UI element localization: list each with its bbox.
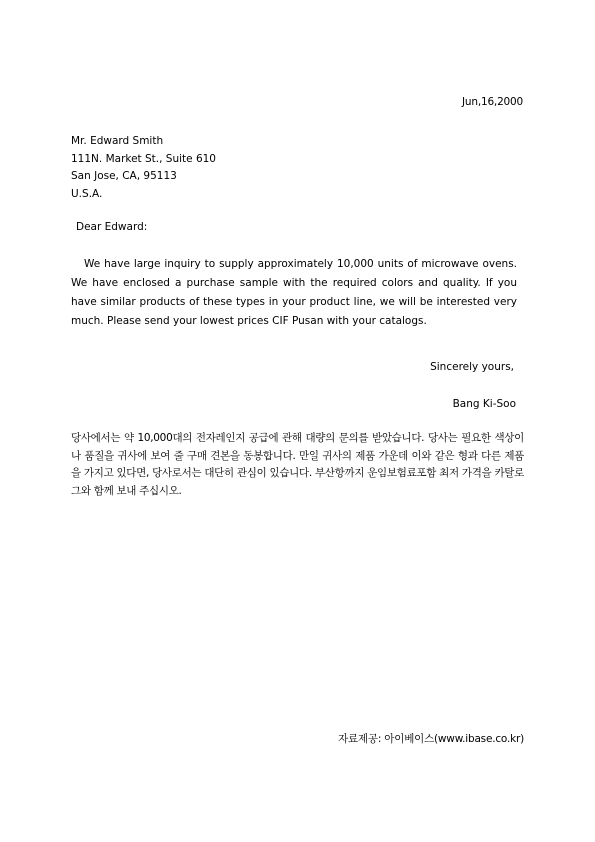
salutation: Dear Edward: [76,221,148,233]
recipient-address [71,133,216,203]
source-credit: 자료제공: 아이베이스(www.ibase.co.kr) [338,733,524,745]
recipient-name: Mr. Edward Smith [71,135,164,147]
signature: Bang Ki-Soo [452,398,516,410]
body-korean: 당사에서는 약 10,000대의 전자레인지 공급에 관해 대량의 문의를 받았습니다. 당사는 필요한 색상이나 품질을 귀사에 보여 줄 구매 견본을 동봉합니다. 만일 귀사의 제품 가운데 이와 같은 형과 다른 제품을 가지고 있다면, 당사로서는 대단히 관심이 있습니다. 부산항까지 운임보험료포함 최저 가격을 카탈로그와 함께 보내 주십시오. [71,432,524,497]
recipient-country: U.S.A. [71,187,103,200]
recipient-street: 111N. Market St., Suite 610 [71,152,216,165]
recipient-city: San Jose, CA, 95113 [71,170,177,182]
body-english: We have large inquiry to supply approximately 10,000 units of microwave ovens. We have enclosed a purchase sample with the required colors and quality. If you have similar products of these types in your product line, we will be interested very much. Please send your lowest prices CIF Pusan with your catalogs. [71,258,517,327]
letter-date: Jun,16,2000 [462,96,523,108]
closing: Sincerely yours, [430,361,514,373]
